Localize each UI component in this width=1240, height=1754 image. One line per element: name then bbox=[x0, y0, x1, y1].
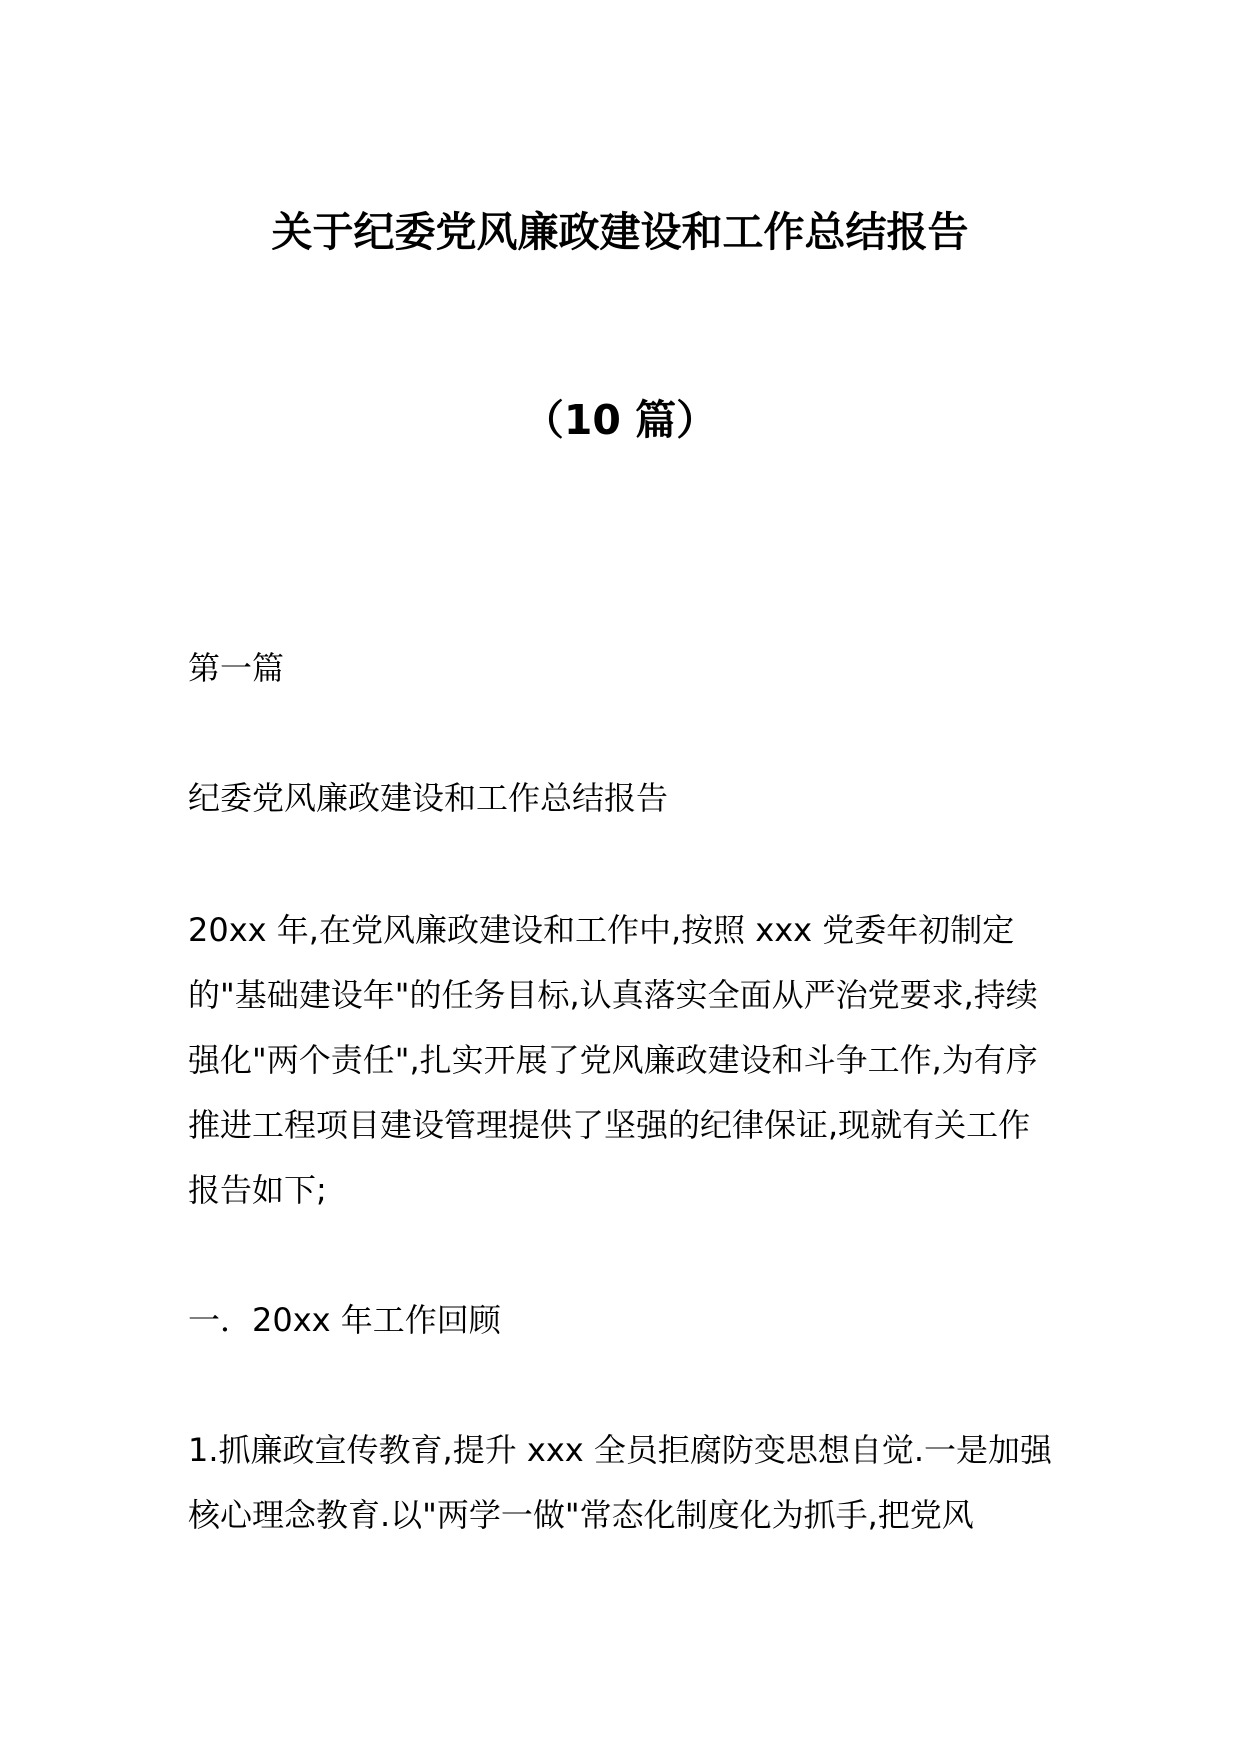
document-title: 关于纪委党风廉政建设和工作总结报告 bbox=[271, 208, 969, 256]
article-title: 纪委党风廉政建设和工作总结报告 bbox=[188, 779, 669, 817]
item-paragraph: 1.抓廉政宣传教育,提升 xxx 全员拒腐防变思想自觉.一是加强核心理念教育.以"两学一做"常态化制度化为抓手,把党风 bbox=[188, 1431, 1053, 1534]
section-label: 第一篇 bbox=[188, 649, 285, 687]
intro-paragraph: 20xx 年,在党风廉政建设和工作中,按照 xxx 党委年初制定的"基础建设年"的任务目标,认真落实全面从严治党要求,持续强化"两个责任",扎实开展了党风廉政建设和斗争工作,为有序推进工程项目建设管理提供了坚强的纪律保证,现就有关工作报告如下; bbox=[188, 911, 1038, 1209]
section-heading: 一．20xx 年工作回顾 bbox=[188, 1301, 501, 1339]
document-subtitle: （10 篇） bbox=[522, 396, 718, 444]
